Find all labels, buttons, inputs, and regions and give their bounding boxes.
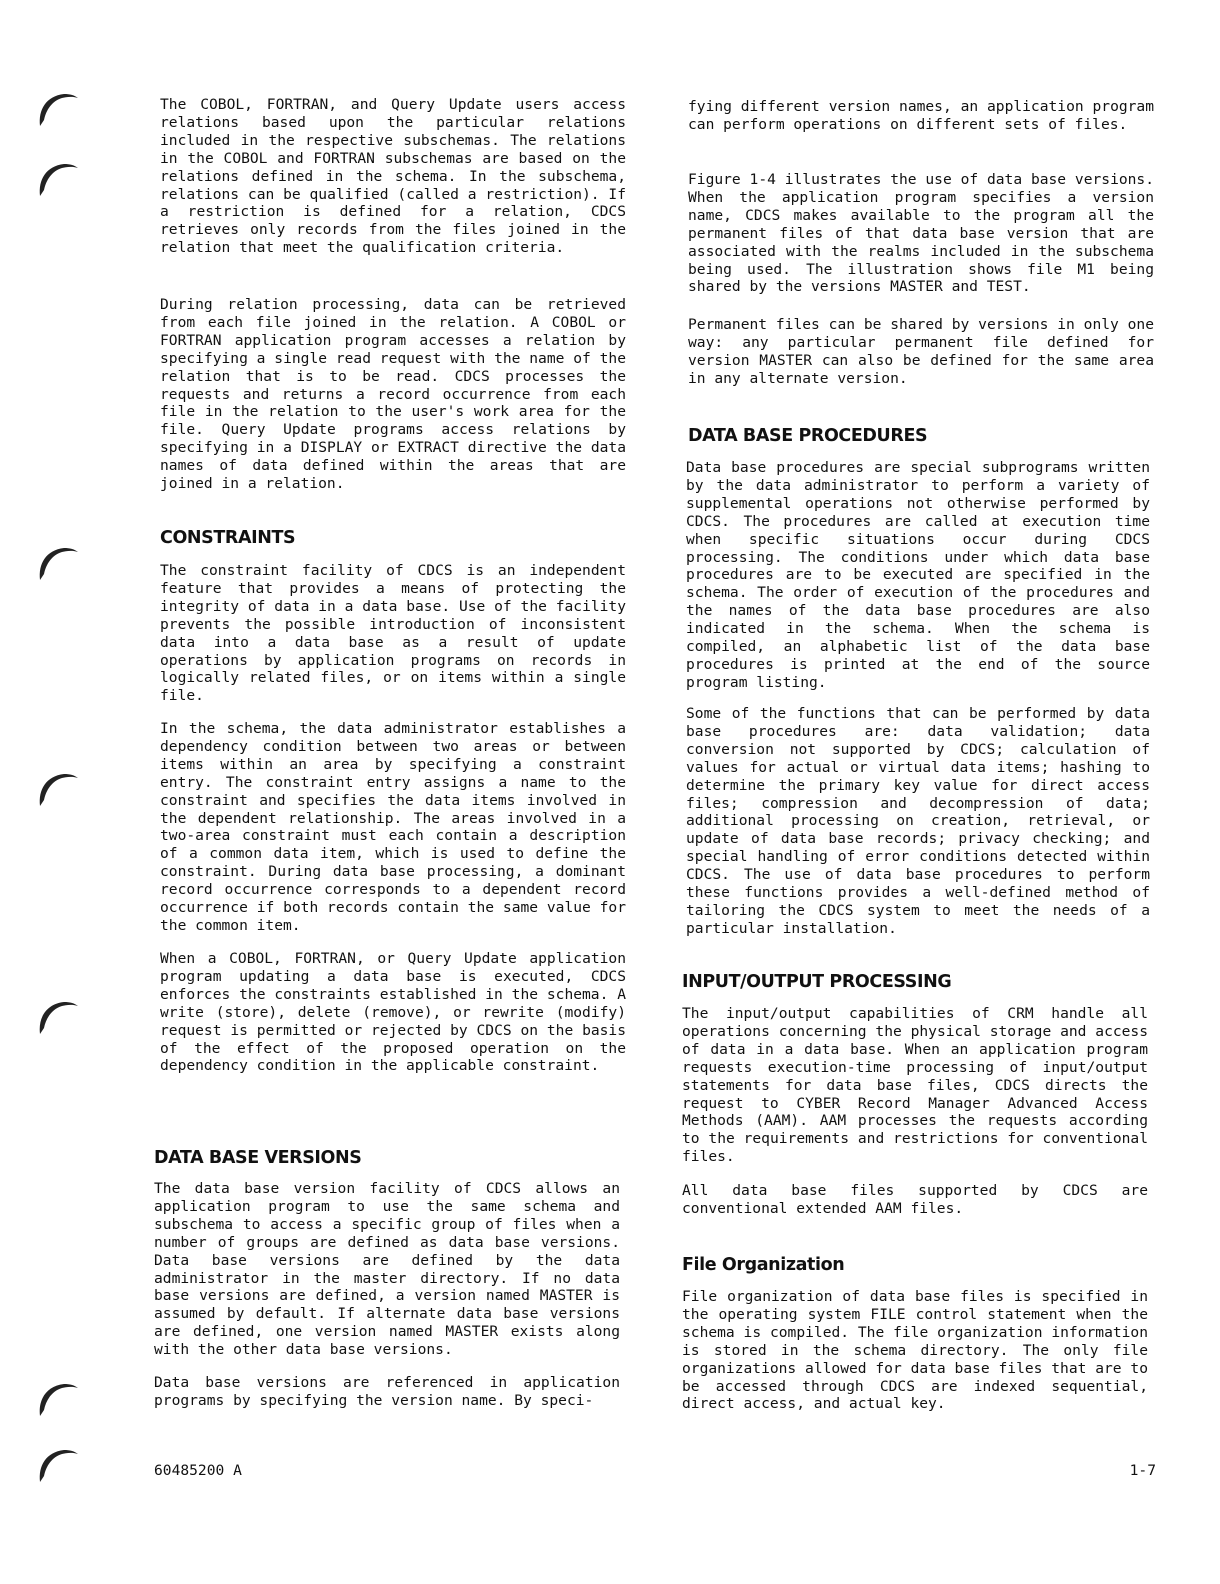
paragraph-relations-access: The COBOL, FORTRAN, and Query Update users access relations based upon the particular relations included in the respective subschemas. The relations in the COBOL and FORTRAN subschemas are based on the relations defined in the schema. In the subschema, relations can be qualified (called a restriction). If a restriction is defined for a relation, CDCS retrieves only records from the files joined in the relation that meet the qualification criteria. [160, 96, 626, 257]
paragraph-versions-permanent: Permanent files can be shared by versions in only one way: any particular permanent file defined for version MASTER can also be defined for the same area in any alternate version. [688, 316, 1154, 387]
heading-data-base-procedures: DATA BASE PROCEDURES [688, 426, 928, 446]
paragraph-relation-processing: During relation processing, data can be retrieved from each file joined in the relation. A COBOL or FORTRAN application program accesses a relation by specifying a single read request with the name of the relation that is to be read. CDCS processes the requests and returns a record occurrence from each file in the relation to the user's work area for the file. Query Update programs access relations by specifying in a DISPLAY or EXTRACT directive the data names of data defined within the areas that are joined in a relation. [160, 296, 626, 493]
heading-constraints: CONSTRAINTS [160, 528, 296, 548]
heading-data-base-versions: DATA BASE VERSIONS [154, 1148, 362, 1168]
binder-hole-icon [34, 540, 80, 586]
paragraph-procedures-1: Data base procedures are special subprograms written by the data administrator to perform a variety of supplemental operations not otherwise performed by CDCS. The procedures are called at execution time when specific situations occur during CDCS processing. The conditions under which data base procedures are to be executed are specified in the schema. The order of execution of the procedures and the names of the data base procedures are also indicated in the schema. When the schema is compiled, an alphabetic list of the data base procedures is printed at the end of the source program listing. [686, 459, 1150, 691]
paragraph-io-1: The input/output capabilities of CRM handle all operations concerning the physical storage and access of data in a data base. When an application program requests execution-time processing of input/output statements for data base files, CDCS directs the request to CYBER Record Manager Advanced Access Methods (AAM). AAM processes the requests according to the requirements and restrictions for conventional files. [682, 1005, 1148, 1166]
paragraph-io-2: All data base files supported by CDCS are conventional extended AAM files. [682, 1182, 1148, 1217]
paragraph-constraints-1: The constraint facility of CDCS is an independent feature that provides a means of protecting the integrity of data in a data base. Use of the facility prevents the possible introduction of inconsistent data into a data base as a result of update operations by application programs on records in logically related files, or on items within a single file. [160, 562, 626, 705]
binder-hole-icon [34, 1376, 80, 1422]
binder-hole-icon [34, 766, 80, 812]
binder-hole-icon [34, 994, 80, 1040]
paragraph-file-organization: File organization of data base files is specified in the operating system FILE control statement when the schema is compiled. The file organization information is stored in the schema directory. The only file organizations allowed for data base files that are to be accessed through CDCS are indexed sequential, direct access, and actual key. [682, 1288, 1148, 1413]
binder-hole-icon [34, 86, 80, 132]
paragraph-constraints-2: In the schema, the data administrator establishes a dependency condition between two areas or between items within an area by specifying a constraint entry. The constraint entry assigns a name to the constraint and specifies the data items involved in the dependent relationship. The areas involved in a two-area constraint must each contain a description of a common data item, which is used to define the constraint. During data base processing, a dominant record occurrence corresponds to a dependent record occurrence if both records contain the same value for the common item. [160, 720, 626, 934]
paragraph-constraints-3: When a COBOL, FORTRAN, or Query Update application program updating a data base is executed, CDCS enforces the constraints established in the schema. A write (store), delete (remove), or rewrite (modify) request is permitted or rejected by CDCS on the basis of the effect of the proposed operation on the dependency condition in the applicable constraint. [160, 950, 626, 1075]
footer-document-number: 60485200 A [154, 1462, 242, 1479]
paragraph-procedures-2: Some of the functions that can be performed by data base procedures are: data validation; data conversion not supported by CDCS; calculation of values for actual or virtual data items; hashing to determine the primary key value for direct access files; compression and decompression of data; additional processing on creation, retrieval, or update of data base records; privacy checking; and special handling of error conditions detected within CDCS. The use of data base procedures to perform these functions provides a well-defined method of tailoring the CDCS system to meet the needs of a particular installation. [686, 705, 1150, 937]
paragraph-versions-2: Data base versions are referenced in application programs by specifying the version name. By speci- [154, 1374, 620, 1409]
heading-file-organization: File Organization [682, 1255, 845, 1275]
binder-hole-icon [34, 1442, 80, 1488]
footer-page-number: 1-7 [1129, 1462, 1156, 1479]
paragraph-versions-continued: fying different version names, an application program can perform operations on different sets of files. [688, 98, 1154, 133]
paragraph-versions-1: The data base version facility of CDCS allows an application program to use the same schema and subschema to access a specific group of files when a number of groups are defined as data base versions. Data base versions are defined by the data administrator in the master directory. If no data base versions are defined, a version named MASTER is assumed by default. If alternate data base versions are defined, one version named MASTER exists along with the other data base versions. [154, 1180, 620, 1359]
binder-hole-icon [34, 156, 80, 202]
heading-input-output-processing: INPUT/OUTPUT PROCESSING [682, 972, 952, 992]
paragraph-versions-figure: Figure 1-4 illustrates the use of data base versions. When the application program specifies a version name, CDCS makes available to the program all the permanent files of that data base version that are associated with the realms included in the subschema being used. The illustration shows file M1 being shared by the versions MASTER and TEST. [688, 171, 1154, 296]
